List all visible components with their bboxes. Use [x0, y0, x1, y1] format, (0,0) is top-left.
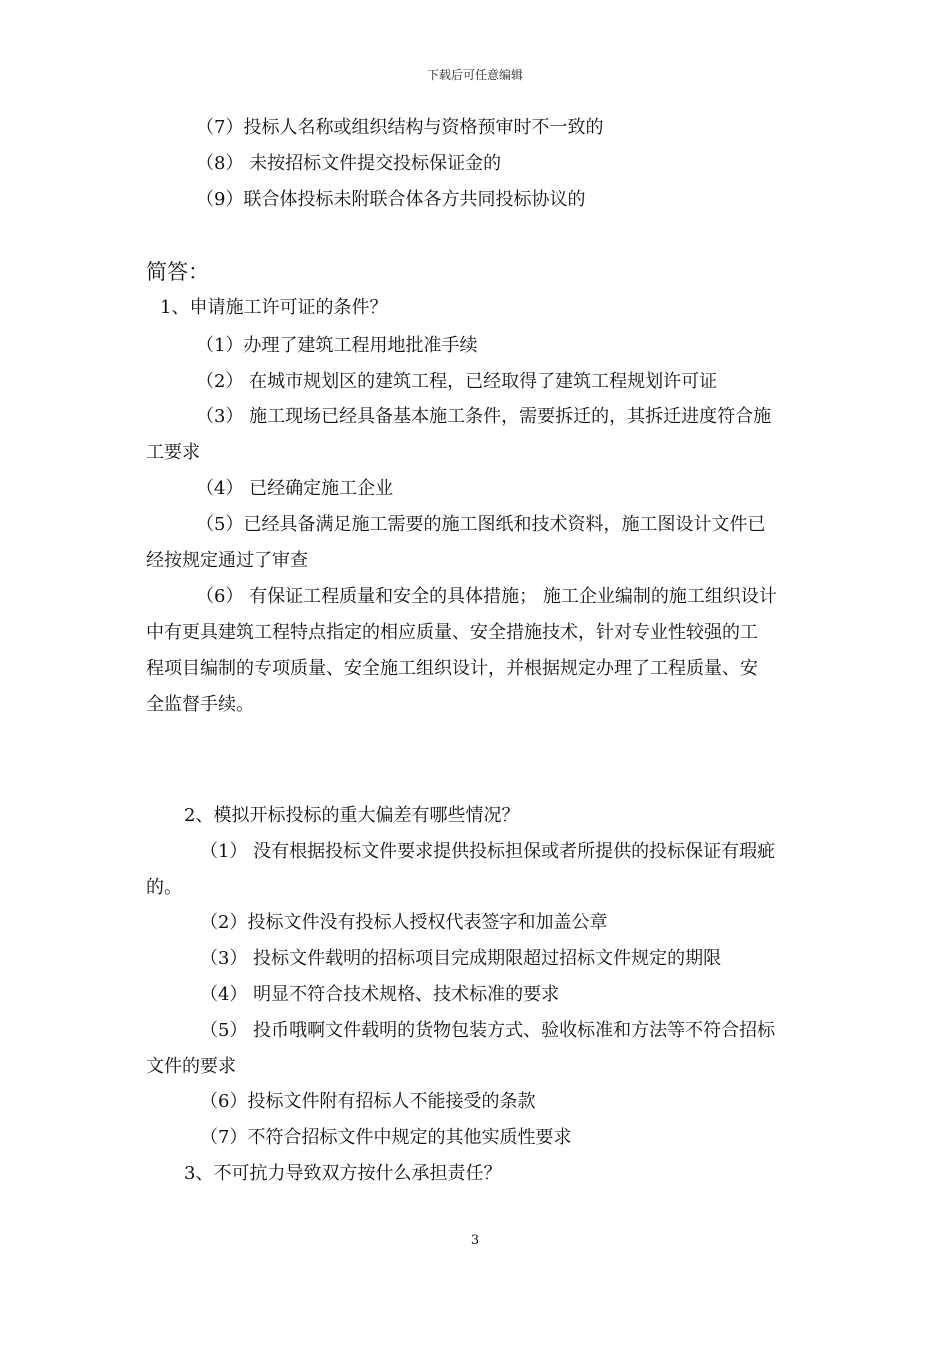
list-item: （2）投标文件没有投标人授权代表签字和加盖公章 — [200, 912, 608, 933]
list-item: （2） 在城市规划区的建筑工程，已经取得了建筑工程规划许可证 — [196, 371, 718, 392]
list-item: （3） 投标文件载明的招标项目完成期限超过招标文件规定的期限 — [200, 948, 722, 969]
list-item: 全监督手续。 — [146, 694, 254, 715]
section-title: 简答： — [146, 260, 209, 284]
list-item: （9）联合体投标未附联合体各方共同投标协议的 — [196, 189, 586, 210]
list-item: 文件的要求 — [146, 1056, 236, 1077]
list-item: （5） 投币哦啊文件载明的货物包装方式、验收标准和方法等不符合招标 — [200, 1020, 776, 1041]
question-title: 1、申请施工许可证的条件？ — [160, 297, 388, 318]
question-title: 3、不可抗力导致双方按什么承担责任？ — [184, 1163, 502, 1184]
list-item: （7）投标人名称或组织结构与资格预审时不一致的 — [196, 117, 604, 138]
list-item: 经按规定通过了审查 — [146, 550, 308, 571]
list-item: 中有更具建筑工程特点指定的相应质量、安全措施技术，针对专业性较强的工 — [146, 622, 758, 643]
list-item: （7）不符合招标文件中规定的其他实质性要求 — [200, 1127, 572, 1148]
page-header: 下载后可任意编辑 — [426, 68, 523, 82]
list-item: 的。 — [146, 877, 182, 898]
page-number: 3 — [470, 1233, 480, 1248]
list-item: （3） 施工现场已经具备基本施工条件，需要拆迁的，其拆迁进度符合施 — [196, 406, 772, 427]
list-item: （5）已经具备满足施工需要的施工图纸和技术资料，施工图设计文件已 — [196, 514, 766, 535]
list-item: （4） 已经确定施工企业 — [196, 478, 394, 499]
list-item: （4） 明显不符合技术规格、技术标准的要求 — [200, 984, 560, 1005]
list-item: （6）投标文件附有招标人不能接受的条款 — [200, 1091, 536, 1112]
list-item: （1）办理了建筑工程用地批准手续 — [196, 335, 478, 356]
list-item: （6） 有保证工程质量和安全的具体措施； 施工企业编制的施工组织设计 — [196, 586, 777, 607]
list-item: （8） 未按招标文件提交投标保证金的 — [196, 153, 502, 174]
list-item: （1） 没有根据投标文件要求提供投标担保或者所提供的投标保证有瑕疵 — [200, 841, 776, 862]
list-item: 程项目编制的专项质量、安全施工组织设计，并根据规定办理了工程质量、安 — [146, 658, 758, 679]
list-item: 工要求 — [146, 442, 200, 463]
question-title: 2、模拟开标投标的重大偏差有哪些情况？ — [184, 805, 520, 826]
